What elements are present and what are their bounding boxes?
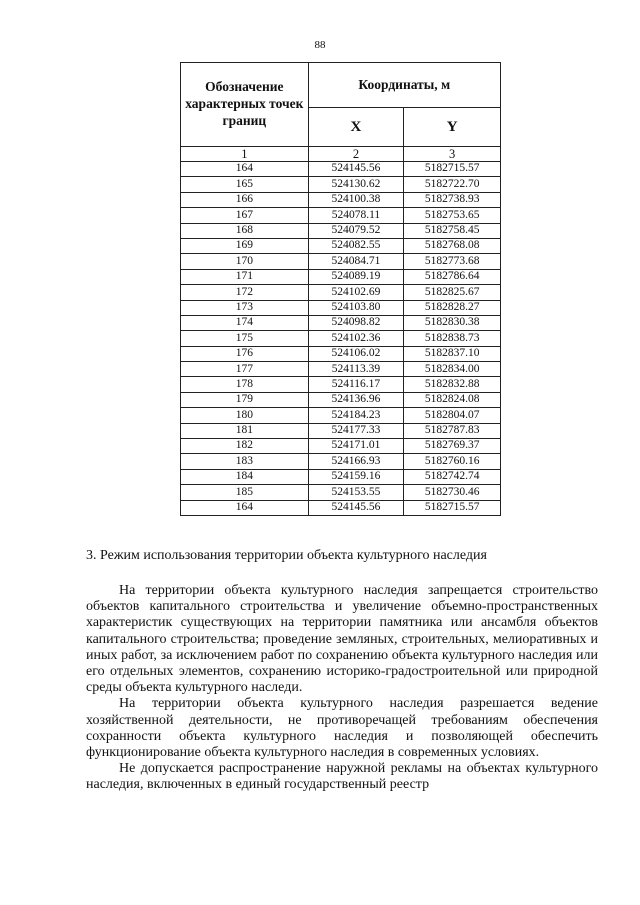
y-header: Y (404, 108, 501, 147)
table-row (181, 392, 501, 407)
point-number-cell: 182 (181, 439, 309, 454)
table-row (181, 485, 501, 500)
x-coordinate-cell: 524159.16 (308, 469, 404, 484)
table-row (181, 177, 501, 192)
table-row (181, 208, 501, 223)
point-designation-header: Обозначение характерных точек границ (181, 63, 309, 147)
point-number-cell: 181 (181, 423, 309, 438)
x-coordinate-cell: 524166.93 (308, 454, 404, 469)
x-coordinate-cell: 524113.39 (308, 362, 404, 377)
point-number-cell: 172 (181, 285, 309, 300)
y-coordinate-cell: 5182787.83 (404, 423, 501, 438)
point-number-cell: 179 (181, 392, 309, 407)
x-coordinate-cell: 524116.17 (308, 377, 404, 392)
table-row (181, 162, 501, 177)
y-coordinate-cell: 5182834.00 (404, 362, 501, 377)
page-number: 88 (314, 39, 326, 51)
table-row (181, 315, 501, 330)
y-coordinate-cell: 5182824.08 (404, 392, 501, 407)
x-coordinate-cell: 524082.55 (308, 238, 404, 253)
x-coordinate-cell: 524102.69 (308, 285, 404, 300)
point-number-cell: 171 (181, 269, 309, 284)
point-number-cell: 170 (181, 254, 309, 269)
paragraph: На территории объекта культурного наследия разрешается ведение хозяйственной деятельности, не противоречащей требованиям обеспечения сохранности объекта культурного наследия и позволяющей обеспечить функционирование объекта культурного наследия в современных условиях. (86, 696, 598, 761)
table-row (181, 469, 501, 484)
y-coordinate-cell: 5182768.08 (404, 238, 501, 253)
table-row (181, 439, 501, 454)
y-coordinate-cell: 5182769.37 (404, 439, 501, 454)
x-coordinate-cell: 524145.56 (308, 162, 404, 177)
column-index: 2 (308, 147, 404, 162)
y-coordinate-cell: 5182722.70 (404, 177, 501, 192)
point-number-cell: 168 (181, 223, 309, 238)
x-coordinate-cell: 524106.02 (308, 346, 404, 361)
table-row (181, 300, 501, 315)
table-row (181, 285, 501, 300)
column-index: 3 (404, 147, 501, 162)
table-row (181, 408, 501, 423)
x-coordinate-cell: 524171.01 (308, 439, 404, 454)
y-coordinate-cell: 5182715.57 (404, 162, 501, 177)
point-number-cell: 178 (181, 377, 309, 392)
point-number-cell: 169 (181, 238, 309, 253)
y-coordinate-cell: 5182830.38 (404, 315, 501, 330)
point-number-cell: 166 (181, 192, 309, 207)
point-number-cell: 185 (181, 485, 309, 500)
table-row (181, 254, 501, 269)
y-coordinate-cell: 5182773.68 (404, 254, 501, 269)
x-coordinate-cell: 524078.11 (308, 208, 404, 223)
point-number-cell: 173 (181, 300, 309, 315)
paragraph: Не допускается распространение наружной рекламы на объектах культурного наследия, включенных в единый государственный реестр (86, 761, 598, 793)
paragraph: На территории объекта культурного наследия запрещается строительство объектов капитального строительства и увеличение объемно-пространственных характеристик существующих на территории памятника или ансамбля объектов капитального строительства; проведение земляных, строительных, мелиоративных и иных работ, за исключением работ по сохранению объекта культурного наследия или его отдельных элементов, сохранению историко-градостроительной или природной среды объекта культурного наследи. (86, 583, 598, 696)
x-coordinate-cell: 524102.36 (308, 331, 404, 346)
section-heading: 3. Режим использования территории объекта культурного наследия (86, 548, 487, 563)
y-coordinate-cell: 5182828.27 (404, 300, 501, 315)
x-header: X (308, 108, 404, 147)
x-coordinate-cell: 524145.56 (308, 500, 404, 515)
point-number-cell: 183 (181, 454, 309, 469)
coordinates-header: Координаты, м (308, 63, 500, 108)
point-number-cell: 164 (181, 162, 309, 177)
table-row (181, 454, 501, 469)
coordinates-table (180, 62, 501, 516)
table-row (181, 331, 501, 346)
x-coordinate-cell: 524177.33 (308, 423, 404, 438)
x-coordinate-cell: 524100.38 (308, 192, 404, 207)
point-number-cell: 180 (181, 408, 309, 423)
x-coordinate-cell: 524079.52 (308, 223, 404, 238)
y-coordinate-cell: 5182838.73 (404, 331, 501, 346)
x-coordinate-cell: 524084.71 (308, 254, 404, 269)
x-coordinate-cell: 524136.96 (308, 392, 404, 407)
y-coordinate-cell: 5182837.10 (404, 346, 501, 361)
coordinates-body (181, 162, 501, 516)
column-index: 1 (181, 147, 309, 162)
column-index-row (181, 147, 501, 162)
point-number-cell: 164 (181, 500, 309, 515)
y-coordinate-cell: 5182825.67 (404, 285, 501, 300)
x-coordinate-cell: 524089.19 (308, 269, 404, 284)
point-number-cell: 175 (181, 331, 309, 346)
x-coordinate-cell: 524103.80 (308, 300, 404, 315)
table-row (181, 192, 501, 207)
table-row (181, 238, 501, 253)
y-coordinate-cell: 5182753.65 (404, 208, 501, 223)
point-number-cell: 177 (181, 362, 309, 377)
x-coordinate-cell: 524130.62 (308, 177, 404, 192)
table-row (181, 362, 501, 377)
y-coordinate-cell: 5182760.16 (404, 454, 501, 469)
table-row (181, 223, 501, 238)
table-row (181, 423, 501, 438)
point-number-cell: 174 (181, 315, 309, 330)
y-coordinate-cell: 5182804.07 (404, 408, 501, 423)
y-coordinate-cell: 5182715.57 (404, 500, 501, 515)
point-number-cell: 176 (181, 346, 309, 361)
table-row (181, 500, 501, 515)
y-coordinate-cell: 5182832.88 (404, 377, 501, 392)
table-row (181, 269, 501, 284)
point-number-cell: 167 (181, 208, 309, 223)
y-coordinate-cell: 5182786.64 (404, 269, 501, 284)
section-body (86, 583, 598, 794)
x-coordinate-cell: 524184.23 (308, 408, 404, 423)
table-row (181, 346, 501, 361)
y-coordinate-cell: 5182758.45 (404, 223, 501, 238)
x-coordinate-cell: 524153.55 (308, 485, 404, 500)
y-coordinate-cell: 5182730.46 (404, 485, 501, 500)
point-number-cell: 184 (181, 469, 309, 484)
y-coordinate-cell: 5182738.93 (404, 192, 501, 207)
y-coordinate-cell: 5182742.74 (404, 469, 501, 484)
table-row (181, 377, 501, 392)
point-number-cell: 165 (181, 177, 309, 192)
x-coordinate-cell: 524098.82 (308, 315, 404, 330)
